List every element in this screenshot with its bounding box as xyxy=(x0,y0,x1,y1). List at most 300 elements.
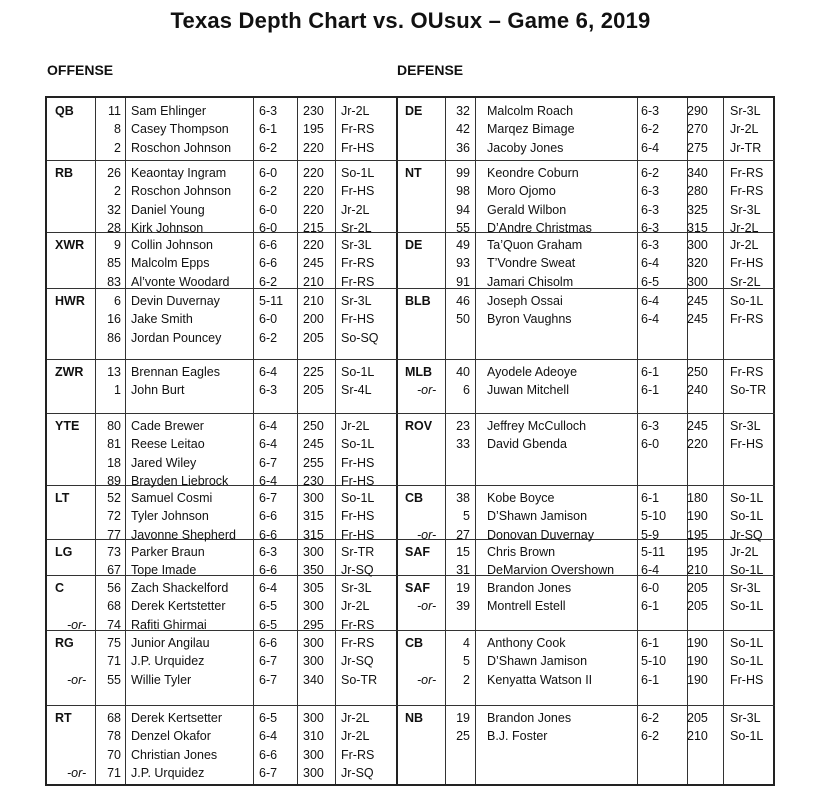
player-name: Jeffrey McCulloch xyxy=(487,419,587,433)
or-label: -or- xyxy=(417,672,437,687)
jersey-number: 23 xyxy=(456,419,470,433)
player-class: Fr-RS xyxy=(341,274,375,289)
player-class: Jr-SQ xyxy=(341,766,374,781)
player-class: So-1L xyxy=(341,365,375,379)
player-name: Jordan Pouncey xyxy=(131,330,222,345)
player-class: Fr-RS xyxy=(730,184,764,199)
jersey-number: 50 xyxy=(456,312,470,327)
grid-line xyxy=(125,98,126,784)
player-weight: 205 xyxy=(687,581,708,595)
player-height: 6-4 xyxy=(259,729,278,744)
jersey-number: 72 xyxy=(107,509,121,524)
player-name: Sam Ehlinger xyxy=(131,104,207,118)
player-name: Brandon Jones xyxy=(487,711,572,725)
jersey-number: 68 xyxy=(107,711,121,725)
player-height: 6-6 xyxy=(259,238,278,252)
player-height: 6-4 xyxy=(641,140,660,155)
player-class: So-1L xyxy=(730,563,764,578)
player-class: Fr-RS xyxy=(341,617,375,632)
jersey-number: 26 xyxy=(107,166,121,180)
jersey-number: 80 xyxy=(107,419,121,433)
player-height: 5-10 xyxy=(641,654,667,669)
player-weight: 320 xyxy=(687,256,708,271)
player-class: Fr-HS xyxy=(341,455,375,470)
player-weight: 325 xyxy=(687,202,708,217)
player-height: 5-10 xyxy=(641,509,667,524)
player-class: Jr-SQ xyxy=(730,527,763,542)
player-name: Keaontay Ingram xyxy=(131,166,227,180)
jersey-number: 19 xyxy=(456,711,470,725)
jersey-number: 71 xyxy=(107,654,121,669)
player-name: Kirk Johnson xyxy=(131,221,204,236)
jersey-number: 32 xyxy=(456,104,470,118)
position-label: MLB xyxy=(405,365,433,379)
player-weight: 190 xyxy=(687,509,708,524)
player-name: Samuel Cosmi xyxy=(131,491,213,505)
player-height: 6-7 xyxy=(259,766,278,781)
player-class: Sr-TR xyxy=(341,545,375,559)
player-height: 6-2 xyxy=(259,140,278,155)
jersey-number: 56 xyxy=(107,581,121,595)
player-height: 6-3 xyxy=(641,104,660,118)
player-class: Sr-3L xyxy=(341,581,372,595)
or-label: -or- xyxy=(67,672,87,687)
position-label: C xyxy=(55,581,65,595)
player-weight: 245 xyxy=(687,294,708,308)
player-class: Fr-HS xyxy=(341,140,375,155)
player-name: Marqez Bimage xyxy=(487,122,575,137)
player-height: 6-4 xyxy=(259,365,278,379)
player-weight: 205 xyxy=(687,599,708,614)
depth-chart-table xyxy=(45,96,775,786)
jersey-number: 6 xyxy=(463,383,470,398)
player-name: Roschon Johnson xyxy=(131,184,232,199)
player-class: So-1L xyxy=(730,491,764,505)
player-class: Fr-HS xyxy=(341,527,375,542)
player-height: 6-2 xyxy=(641,711,660,725)
player-name: Zach Shackelford xyxy=(131,581,229,595)
jersey-number: 1 xyxy=(114,383,121,398)
player-name: Ta’Quon Graham xyxy=(487,238,583,252)
player-name: David Gbenda xyxy=(487,437,567,452)
player-name: Brandon Jones xyxy=(487,581,572,595)
player-class: Sr-4L xyxy=(341,383,372,398)
grid-line xyxy=(47,160,397,161)
player-weight: 300 xyxy=(303,545,324,559)
player-weight: 340 xyxy=(687,166,708,180)
player-class: Jr-2L xyxy=(730,545,759,559)
jersey-number: 68 xyxy=(107,599,121,614)
position-label: DE xyxy=(405,238,423,252)
player-height: 6-1 xyxy=(641,383,660,398)
player-class: Jr-2L xyxy=(341,599,370,614)
grid-line xyxy=(335,98,336,784)
player-height: 6-1 xyxy=(641,599,660,614)
player-name: J.P. Urquidez xyxy=(131,654,205,669)
player-class: Jr-2L xyxy=(341,711,370,725)
player-name: Brayden Liebrock xyxy=(131,474,229,489)
player-height: 6-6 xyxy=(259,563,278,578)
player-name: Casey Thompson xyxy=(131,122,229,137)
player-class: So-1L xyxy=(341,166,375,180)
jersey-number: 70 xyxy=(107,747,121,762)
player-name: Roschon Johnson xyxy=(131,140,232,155)
player-height: 6-4 xyxy=(641,294,660,308)
player-height: 6-5 xyxy=(641,274,660,289)
player-height: 6-5 xyxy=(259,599,278,614)
jersey-number: 2 xyxy=(114,184,121,199)
position-label: NB xyxy=(405,711,424,725)
player-height: 6-6 xyxy=(259,527,278,542)
grid-line xyxy=(397,630,775,631)
player-height: 6-5 xyxy=(259,617,278,632)
player-class: Jr-2L xyxy=(730,238,759,252)
grid-line xyxy=(475,98,476,784)
player-name: Denzel Okafor xyxy=(131,729,211,744)
jersey-number: 81 xyxy=(107,437,121,452)
player-name: Derek Kertstetter xyxy=(131,599,226,614)
player-weight: 210 xyxy=(687,563,708,578)
player-height: 6-3 xyxy=(259,104,278,118)
position-label: HWR xyxy=(55,294,85,308)
player-class: Fr-RS xyxy=(730,365,764,379)
player-name: Tyler Johnson xyxy=(131,509,209,524)
player-name: B.J. Foster xyxy=(487,729,548,744)
player-name: Jamari Chisolm xyxy=(487,274,574,289)
player-name: Parker Braun xyxy=(131,545,205,559)
player-weight: 205 xyxy=(303,383,324,398)
grid-line xyxy=(397,485,775,486)
player-weight: 300 xyxy=(303,636,324,650)
player-name: Donovan Duvernay xyxy=(487,527,595,542)
player-weight: 200 xyxy=(303,312,324,327)
player-name: Jake Smith xyxy=(131,312,193,327)
jersey-number: 74 xyxy=(107,617,121,632)
jersey-number: 46 xyxy=(456,294,470,308)
player-height: 6-4 xyxy=(259,437,278,452)
player-height: 5-11 xyxy=(259,294,284,308)
jersey-number: 49 xyxy=(456,238,470,252)
player-weight: 305 xyxy=(303,581,324,595)
player-weight: 245 xyxy=(687,419,708,433)
player-name: Jared Wiley xyxy=(131,455,197,470)
or-label: -or- xyxy=(417,527,437,542)
jersey-number: 36 xyxy=(456,140,470,155)
jersey-number: 25 xyxy=(456,729,470,744)
player-name: Reese Leitao xyxy=(131,437,205,452)
player-height: 6-0 xyxy=(259,166,278,180)
or-label: -or- xyxy=(67,766,87,781)
position-label: LT xyxy=(55,491,70,505)
player-class: Jr-2L xyxy=(730,122,759,137)
player-height: 6-3 xyxy=(641,221,660,236)
player-weight: 350 xyxy=(303,563,324,578)
player-name: T’Vondre Sweat xyxy=(487,256,576,271)
player-class: So-1L xyxy=(730,654,764,669)
jersey-number: 91 xyxy=(456,274,470,289)
player-weight: 240 xyxy=(687,383,708,398)
player-name: Brennan Eagles xyxy=(131,365,220,379)
player-height: 6-4 xyxy=(259,474,278,489)
grid-line xyxy=(47,359,397,360)
player-height: 6-2 xyxy=(641,166,660,180)
player-weight: 205 xyxy=(687,711,708,725)
player-class: Fr-HS xyxy=(341,509,375,524)
player-height: 6-7 xyxy=(259,672,278,687)
player-class: So-1L xyxy=(730,599,764,614)
grid-line xyxy=(397,413,775,414)
player-weight: 220 xyxy=(303,140,324,155)
player-height: 6-3 xyxy=(641,184,660,199)
player-class: Fr-RS xyxy=(341,636,375,650)
player-height: 6-1 xyxy=(641,491,660,505)
or-label: -or- xyxy=(417,383,437,398)
grid-line xyxy=(396,98,398,784)
grid-line xyxy=(723,98,724,784)
player-class: Sr-3L xyxy=(341,294,372,308)
player-height: 6-4 xyxy=(641,312,660,327)
player-class: So-1L xyxy=(730,294,764,308)
position-label: SAF xyxy=(405,581,430,595)
jersey-number: 55 xyxy=(456,221,470,236)
jersey-number: 4 xyxy=(463,636,470,650)
player-weight: 290 xyxy=(687,104,708,118)
grid-line xyxy=(397,705,775,706)
player-height: 6-4 xyxy=(641,563,660,578)
jersey-number: 13 xyxy=(107,365,121,379)
player-class: Fr-RS xyxy=(341,256,375,271)
player-name: Derek Kertsetter xyxy=(131,711,223,725)
player-class: Sr-3L xyxy=(730,419,761,433)
player-weight: 300 xyxy=(303,491,324,505)
jersey-number: 94 xyxy=(456,202,470,217)
player-class: Sr-3L xyxy=(341,238,372,252)
player-weight: 225 xyxy=(303,365,324,379)
player-class: Fr-HS xyxy=(341,312,375,327)
player-name: Cade Brewer xyxy=(131,419,204,433)
player-class: Sr-3L xyxy=(730,581,761,595)
position-label: RG xyxy=(55,636,74,650)
player-height: 6-4 xyxy=(641,256,660,271)
player-weight: 270 xyxy=(687,122,708,137)
player-weight: 220 xyxy=(303,166,324,180)
offense-heading: OFFENSE xyxy=(47,62,114,78)
grid-line xyxy=(47,413,397,414)
jersey-number: 15 xyxy=(456,545,470,559)
player-weight: 300 xyxy=(303,654,324,669)
player-name: Moro Ojomo xyxy=(487,184,556,199)
jersey-number: 2 xyxy=(463,672,470,687)
player-weight: 245 xyxy=(687,312,708,327)
jersey-number: 2 xyxy=(114,140,121,155)
player-height: 6-2 xyxy=(259,184,278,199)
player-class: Jr-2L xyxy=(341,729,370,744)
player-height: 6-0 xyxy=(641,437,660,452)
player-height: 6-2 xyxy=(641,729,660,744)
player-weight: 255 xyxy=(303,455,324,470)
player-name: Willie Tyler xyxy=(131,672,192,687)
player-name: Collin Johnson xyxy=(131,238,213,252)
player-class: Jr-SQ xyxy=(341,654,374,669)
player-height: 6-3 xyxy=(641,419,660,433)
grid-line xyxy=(297,98,298,784)
player-weight: 220 xyxy=(303,184,324,199)
player-class: Fr-HS xyxy=(730,256,764,271)
player-name: Devin Duvernay xyxy=(131,294,220,308)
jersey-number: 86 xyxy=(107,330,121,345)
player-name: Christian Jones xyxy=(131,747,218,762)
jersey-number: 78 xyxy=(107,729,121,744)
grid-line xyxy=(397,359,775,360)
player-class: Jr-TR xyxy=(730,140,762,155)
jersey-number: 55 xyxy=(107,672,121,687)
player-class: Fr-RS xyxy=(730,166,764,180)
position-label: ROV xyxy=(405,419,433,433)
player-weight: 195 xyxy=(687,527,708,542)
player-weight: 215 xyxy=(303,221,324,236)
jersey-number: 75 xyxy=(107,636,121,650)
jersey-number: 19 xyxy=(456,581,470,595)
player-height: 6-7 xyxy=(259,654,278,669)
grid-line xyxy=(47,705,397,706)
or-label: -or- xyxy=(67,617,87,632)
jersey-number: 5 xyxy=(463,509,470,524)
player-height: 6-1 xyxy=(641,365,660,379)
player-class: Sr-3L xyxy=(730,711,761,725)
jersey-number: 40 xyxy=(456,365,470,379)
or-label: -or- xyxy=(417,599,437,614)
player-weight: 210 xyxy=(303,274,324,289)
player-height: 6-6 xyxy=(259,747,278,762)
position-label: CB xyxy=(405,491,424,505)
player-name: Daniel Young xyxy=(131,202,205,217)
position-label: SAF xyxy=(405,545,430,559)
player-weight: 180 xyxy=(687,491,708,505)
jersey-number: 39 xyxy=(456,599,470,614)
player-weight: 300 xyxy=(303,599,324,614)
player-class: Fr-HS xyxy=(730,672,764,687)
player-weight: 230 xyxy=(303,104,324,118)
player-class: Jr-2L xyxy=(730,221,759,236)
player-name: Keondre Coburn xyxy=(487,166,579,180)
player-height: 6-1 xyxy=(641,672,660,687)
jersey-number: 16 xyxy=(107,312,121,327)
player-class: Fr-RS xyxy=(341,747,375,762)
player-weight: 315 xyxy=(687,221,708,236)
jersey-number: 98 xyxy=(456,184,470,199)
player-name: Junior Angilau xyxy=(131,636,210,650)
player-name: John Burt xyxy=(131,383,185,398)
position-label: DE xyxy=(405,104,423,118)
player-class: So-SQ xyxy=(341,330,379,345)
player-name: Montrell Estell xyxy=(487,599,566,614)
player-class: So-1L xyxy=(341,491,375,505)
jersey-number: 99 xyxy=(456,166,470,180)
jersey-number: 93 xyxy=(456,256,470,271)
player-name: D’Andre Christmas xyxy=(487,221,592,236)
jersey-number: 73 xyxy=(107,545,121,559)
jersey-number: 8 xyxy=(114,122,121,137)
page-title: Texas Depth Chart vs. OUsux – Game 6, 2019 xyxy=(170,8,651,33)
jersey-number: 18 xyxy=(107,455,121,470)
player-height: 6-7 xyxy=(259,455,278,470)
player-weight: 190 xyxy=(687,636,708,650)
player-class: Sr-2L xyxy=(341,221,372,236)
position-label: RB xyxy=(55,166,74,180)
position-label: LG xyxy=(55,545,73,559)
player-height: 6-0 xyxy=(259,202,278,217)
jersey-number: 31 xyxy=(456,563,470,578)
jersey-number: 67 xyxy=(107,563,121,578)
player-weight: 250 xyxy=(303,419,324,433)
player-height: 6-3 xyxy=(641,202,660,217)
jersey-number: 71 xyxy=(107,766,121,781)
position-label: CB xyxy=(405,636,424,650)
position-label: NT xyxy=(405,166,422,180)
player-weight: 230 xyxy=(303,474,324,489)
player-height: 6-4 xyxy=(259,419,278,433)
player-weight: 220 xyxy=(303,202,324,217)
player-height: 6-0 xyxy=(641,581,660,595)
player-class: Jr-2L xyxy=(341,202,370,217)
player-weight: 280 xyxy=(687,184,708,199)
player-weight: 300 xyxy=(303,711,324,725)
jersey-number: 11 xyxy=(108,104,121,118)
player-class: So-1L xyxy=(730,636,764,650)
player-name: Gerald Wilbon xyxy=(487,202,567,217)
position-label: BLB xyxy=(405,294,431,308)
jersey-number: 52 xyxy=(107,491,121,505)
player-class: Fr-RS xyxy=(730,312,764,327)
player-weight: 340 xyxy=(303,672,324,687)
player-weight: 210 xyxy=(303,294,324,308)
player-class: Fr-HS xyxy=(341,474,375,489)
jersey-number: 28 xyxy=(107,221,121,236)
player-class: Fr-HS xyxy=(730,437,764,452)
jersey-number: 5 xyxy=(463,654,470,669)
jersey-number: 32 xyxy=(107,202,121,217)
player-class: Jr-SQ xyxy=(341,563,374,578)
player-class: So-TR xyxy=(341,672,378,687)
player-name: J.P. Urquidez xyxy=(131,766,205,781)
player-weight: 190 xyxy=(687,654,708,669)
player-name: Tope Imade xyxy=(131,563,197,578)
player-name: Ayodele Adeoye xyxy=(487,365,578,379)
jersey-number: 33 xyxy=(456,437,470,452)
jersey-number: 85 xyxy=(107,256,121,271)
player-name: Juwan Mitchell xyxy=(487,383,569,398)
player-height: 6-2 xyxy=(641,122,660,137)
jersey-number: 6 xyxy=(114,294,121,308)
player-weight: 195 xyxy=(303,122,324,137)
jersey-number: 42 xyxy=(456,122,470,137)
player-height: 6-0 xyxy=(259,221,278,236)
player-height: 6-2 xyxy=(259,330,278,345)
grid-line xyxy=(637,98,638,784)
player-name: Jacoby Jones xyxy=(487,140,564,155)
jersey-number: 77 xyxy=(107,527,121,542)
player-height: 6-1 xyxy=(259,122,278,137)
position-label: YTE xyxy=(55,419,80,433)
player-weight: 245 xyxy=(303,256,324,271)
player-height: 6-4 xyxy=(259,581,278,595)
player-weight: 210 xyxy=(687,729,708,744)
player-height: 6-6 xyxy=(259,636,278,650)
player-name: Chris Brown xyxy=(487,545,556,559)
position-label: RT xyxy=(55,711,72,725)
player-name: Anthony Cook xyxy=(487,636,566,650)
player-class: Jr-2L xyxy=(341,419,370,433)
